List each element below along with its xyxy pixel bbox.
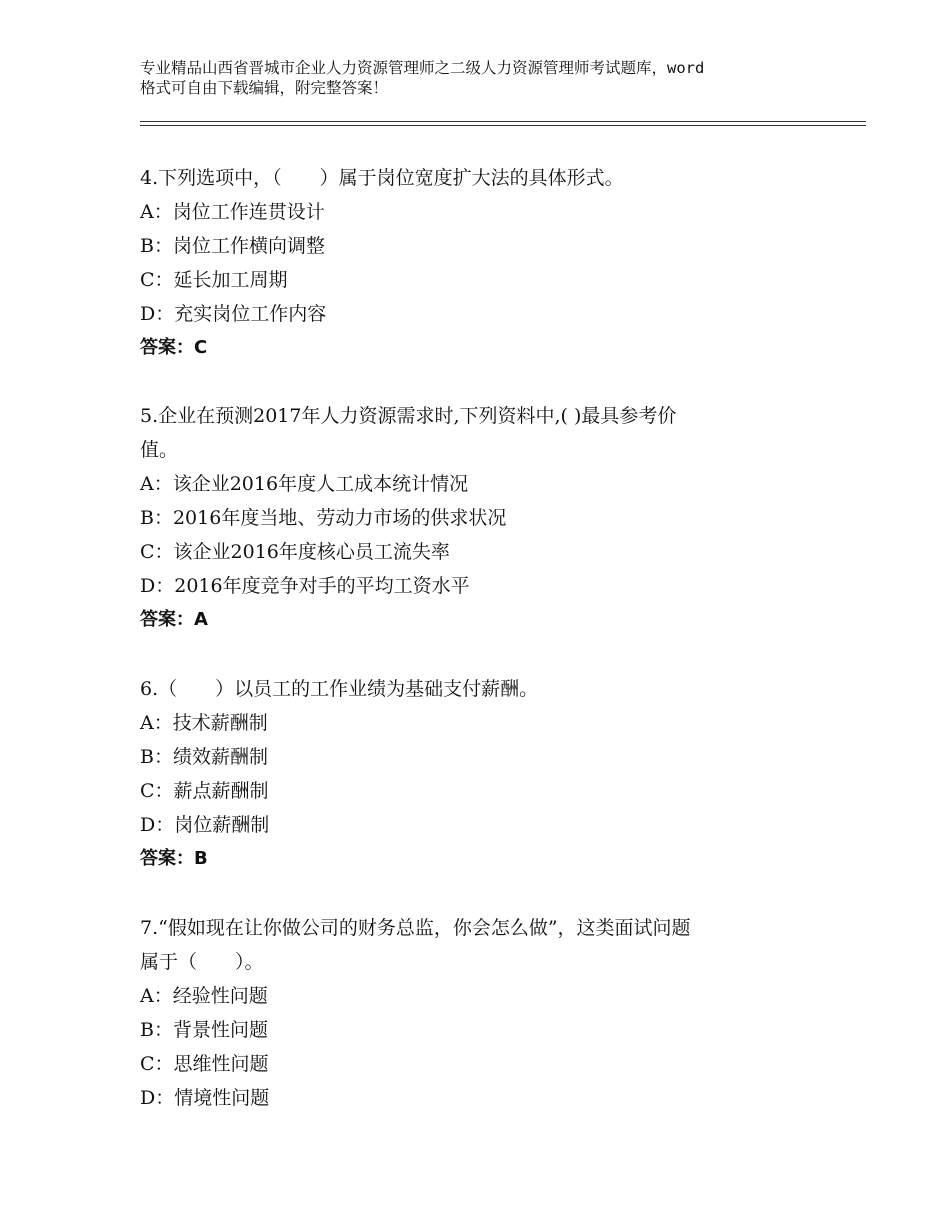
option-d: D：情境性问题 xyxy=(140,1087,270,1109)
question-block xyxy=(140,911,830,1115)
option-b: B：背景性问题 xyxy=(140,1019,268,1041)
question-stem: 4.下列选项中，（ ）属于岗位宽度扩大法的具体形式。 xyxy=(140,167,624,189)
option-b: B：岗位工作横向调整 xyxy=(140,235,325,257)
option-c: C：延长加工周期 xyxy=(140,269,288,291)
question-stem: 7.“假如现在让你做公司的财务总监，你会怎么做”，这类面试问题 xyxy=(140,917,691,939)
question-stem-continued: 属于（ ）。 xyxy=(140,951,264,973)
question-stem: 5.企业在预测2017年人力资源需求时,下列资料中,( )最具参考价 xyxy=(140,405,677,427)
option-d: D：2016年度竞争对手的平均工资水平 xyxy=(140,575,470,597)
option-a: A：岗位工作连贯设计 xyxy=(140,201,325,223)
header-rule-top xyxy=(140,121,866,122)
question-block xyxy=(140,672,830,876)
option-c: C：薪点薪酬制 xyxy=(140,780,269,802)
option-a: A：经验性问题 xyxy=(140,985,268,1007)
option-b: B：绩效薪酬制 xyxy=(140,746,268,768)
option-c: C：该企业2016年度核心员工流失率 xyxy=(140,541,450,563)
question-block xyxy=(140,399,830,637)
answer: 答案：B xyxy=(140,848,208,869)
header-rule-bottom xyxy=(140,125,866,126)
question-stem: 6.（ ）以员工的工作业绩为基础支付薪酬。 xyxy=(140,678,539,700)
option-d: D：充实岗位工作内容 xyxy=(140,303,327,325)
question-block xyxy=(140,161,830,365)
answer: 答案：A xyxy=(140,609,208,630)
option-b: B：2016年度当地、劳动力市场的供求状况 xyxy=(140,507,507,529)
header-line-1: 专业精品山西省晋城市企业人力资源管理师之二级人力资源管理师考试题库，word xyxy=(140,59,705,77)
document-header xyxy=(140,58,830,98)
option-a: A：该企业2016年度人工成本统计情况 xyxy=(140,473,469,495)
option-c: C：思维性问题 xyxy=(140,1053,269,1075)
header-line-2: 格式可自由下载编辑，附完整答案！ xyxy=(140,79,389,97)
answer: 答案：C xyxy=(140,337,208,358)
option-a: A：技术薪酬制 xyxy=(140,712,268,734)
option-d: D：岗位薪酬制 xyxy=(140,814,270,836)
question-stem-continued: 值。 xyxy=(140,439,179,461)
